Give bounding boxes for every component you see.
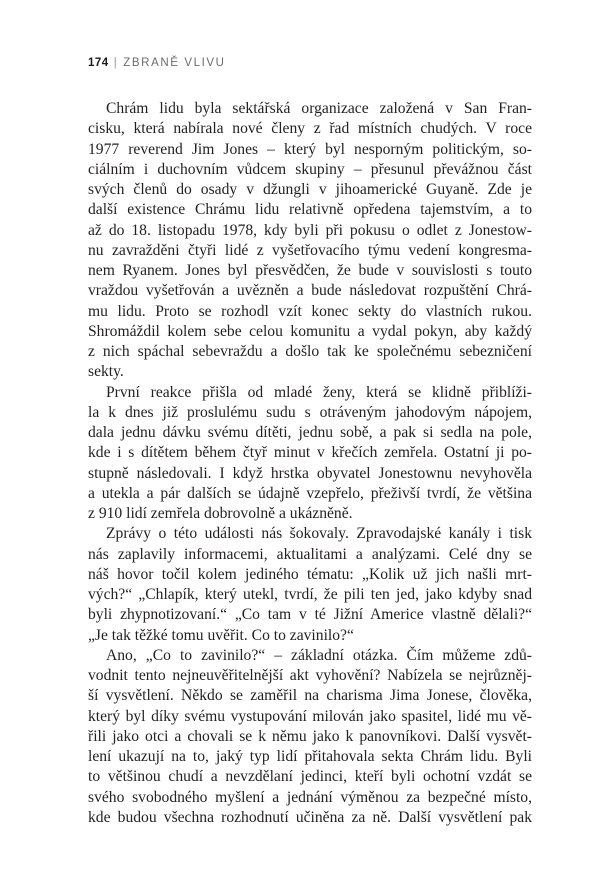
paragraph-2 bbox=[88, 383, 532, 525]
paragraph-1 bbox=[88, 99, 532, 383]
text-line: První reakce přišla od mladé ženy, která se klidně přiblíži- bbox=[106, 383, 532, 401]
text-line: svého svobodného myšlení a jednání výměnou za bezpečné místo, bbox=[88, 788, 532, 806]
text-line: kde i s dítětem během čtyř minut v křečích zemřela. Ostatní ji po- bbox=[88, 444, 532, 462]
text-line: a utekla a pár dalších se údajně vzepřelo, přeživší tvrdí, že většina bbox=[88, 484, 532, 502]
text-line: la k dnes již proslulému sudu s otráveným jahodovým nápojem, bbox=[88, 403, 532, 421]
text-line: nu zavražděni čtyři lidé z vyšetřovacího týmu vedení kongresma- bbox=[88, 241, 532, 259]
text-line: mu lidu. Proto se rozhodl vzít konec sekty do vlastních rukou. bbox=[88, 302, 532, 320]
text-line: sekty. bbox=[88, 363, 124, 381]
text-line: řili jako otci a chovali se k němu jako k panovníkovi. Další vysvět- bbox=[88, 727, 532, 745]
text-line: cisku, která nabírala nové členy z řad místních chudých. V roce bbox=[88, 120, 532, 138]
paragraph-3 bbox=[88, 524, 532, 646]
text-line: ciálním i duchovním vůdcem skupiny – přesunul převážnou část bbox=[88, 160, 532, 178]
text-line: svých členů do osady v džungli v jihoamerické Guyaně. Zde je bbox=[88, 181, 532, 198]
text-line: lení ukazují na to, jaký typ lidí přitahovala sekta Chrám lidu. Byli bbox=[88, 748, 532, 765]
header-separator: | bbox=[113, 57, 119, 69]
text-line: Zprávy o této události nás šokovaly. Zpravodajské kanály i tisk bbox=[106, 525, 532, 543]
text-line: dala jednu dávku svému dítěti, jednu sobě, a pak si sedla na pole, bbox=[88, 424, 532, 441]
text-line: až do 18. listopadu 1978, kdy byli při pokusu o odlet z Jonestow- bbox=[88, 221, 532, 239]
text-line: z nich spáchal sebevraždu a došlo tak ke společnému sebezničení bbox=[88, 343, 532, 360]
text-line: který byl díky svému vystupování milován jako spasitel, lidé mu vě- bbox=[88, 707, 532, 725]
body-text bbox=[88, 99, 532, 828]
text-line: další existence Chrámu lidu relativně opředena tajemstvím, a to bbox=[88, 201, 532, 219]
text-line: Chrám lidu byla sektářská organizace založená v San Fran- bbox=[106, 100, 532, 117]
page-number: 174 bbox=[88, 57, 109, 69]
text-line: byli zhypnotizovaní.“ „Co tam v té Jižní Americe vlastně dělali?“ bbox=[88, 606, 532, 624]
text-line: 1977 reverend Jim Jones – který byl nesporným politickým, so- bbox=[88, 140, 532, 158]
text-line: náš hovor točil kolem jediného tématu: „Kolik už jich našli mrt- bbox=[88, 565, 532, 583]
text-line: vraždou vyšetřován a uvězněn a bude následovat rozpuštění Chrá- bbox=[88, 282, 532, 300]
text-line: vodnit tento nejneuvěřitelnější akt vyhovění? Nabízela se nejrůzněj- bbox=[88, 667, 532, 684]
running-head bbox=[88, 57, 226, 69]
text-line: „Je tak těžké tomu uvěřit. Co to zavinilo?“ bbox=[88, 626, 354, 644]
text-line: stupně následovali. I když hrstka obyvatel Jonestownu nevyhověla bbox=[88, 464, 532, 482]
text-line: vých?“ „Chlapík, který utekl, tvrdí, že pili ten jed, jako kdyby snad bbox=[88, 586, 532, 603]
text-line: Ano, „Co to zavinilo?“ – základní otázka. Čím můžeme zdů- bbox=[106, 646, 532, 664]
text-line: kde budou všechna rozhodnutí učiněna za ně. Další vysvětlení pak bbox=[88, 808, 532, 826]
text-line: nás zaplavily informacemi, aktualitami a analýzami. Celé dny se bbox=[88, 545, 532, 563]
book-title: ZBRANĚ VLIVU bbox=[123, 57, 226, 69]
text-line: z 910 lidí zemřela dobrovolně a ukázněně. bbox=[88, 505, 353, 522]
paragraph-4 bbox=[88, 646, 532, 828]
text-line: nem Ryanem. Jones byl přesvědčen, že bude v souvislosti s touto bbox=[88, 262, 532, 279]
text-line: Shromáždil kolem sebe celou komunitu a vydal pokyn, aby každý bbox=[88, 322, 532, 340]
text-line: to většinou chudí a nevzdělaní jedinci, kteří byli ochotní vzdát se bbox=[88, 768, 532, 786]
text-line: ší vysvětlení. Někdo se zaměřil na charisma Jima Jonese, člověka, bbox=[88, 687, 532, 705]
